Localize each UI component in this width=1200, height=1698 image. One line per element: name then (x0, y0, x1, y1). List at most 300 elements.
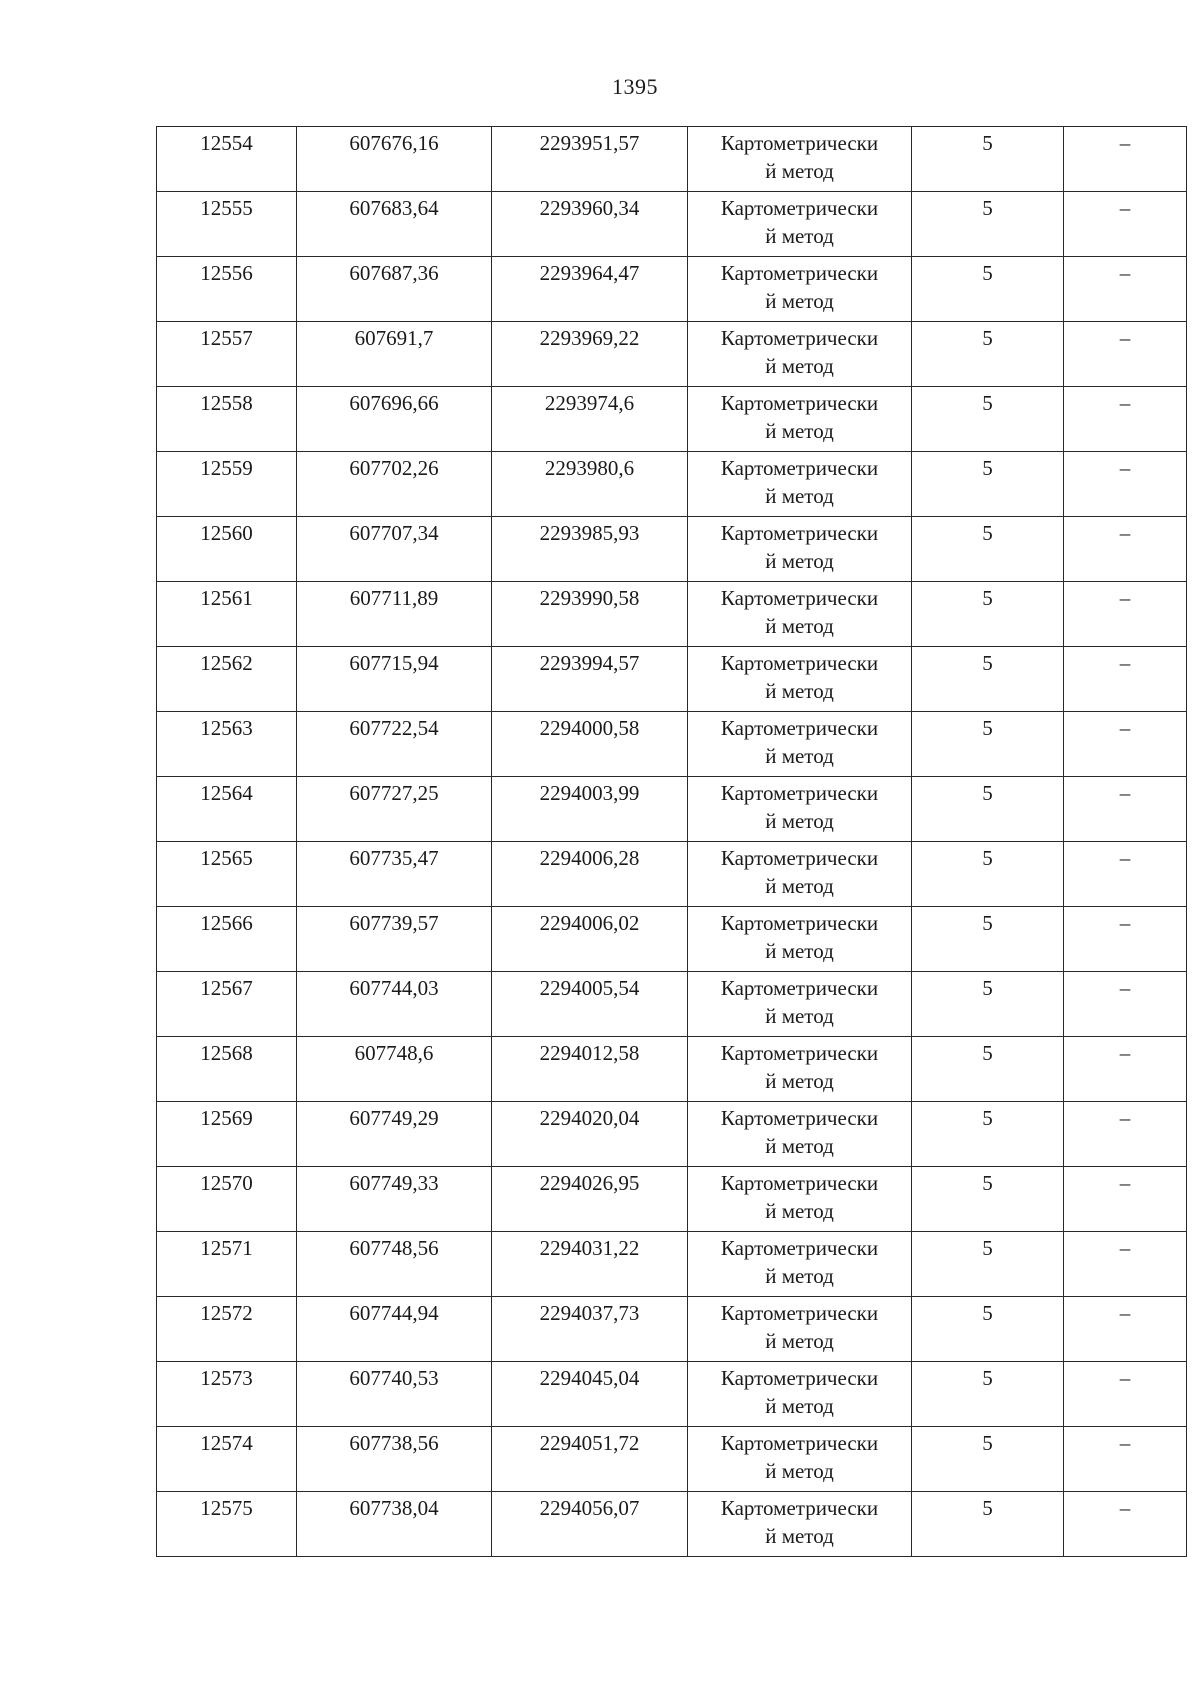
x-coordinate-cell-text: 607687,36 (349, 261, 439, 285)
table-row (157, 1167, 1187, 1232)
method-text-line: Картометрически (720, 196, 879, 220)
x-coordinate-cell-text: 607744,94 (349, 1301, 439, 1325)
x-coordinate-cell (297, 647, 492, 712)
x-coordinate-cell (297, 517, 492, 582)
note-cell-text: – (1119, 1301, 1131, 1325)
note-cell (1064, 907, 1187, 972)
x-coordinate-cell (297, 127, 492, 192)
precision-cell (912, 1492, 1064, 1557)
y-coordinate-cell-text: 2294003,99 (539, 781, 640, 805)
y-coordinate-cell-text: 2293980,6 (544, 456, 635, 480)
method-text-line: й метод (765, 1394, 834, 1418)
method-cell (688, 1427, 912, 1492)
y-coordinate-cell-text: 2294026,95 (539, 1171, 640, 1195)
y-coordinate-cell-text: 2294056,07 (539, 1496, 640, 1520)
y-coordinate-cell (492, 907, 688, 972)
precision-cell (912, 517, 1064, 582)
table-row (157, 1297, 1187, 1362)
note-cell-text: – (1119, 1041, 1131, 1065)
method-text-line: й метод (765, 939, 834, 963)
point-number-cell-text: 12560 (200, 521, 253, 545)
page-number-text: 1395 (612, 74, 658, 99)
method-cell (688, 1037, 912, 1102)
point-number-cell (157, 1297, 297, 1362)
precision-cell-text: 5 (982, 1236, 993, 1260)
x-coordinate-cell-text: 607748,6 (354, 1041, 434, 1065)
point-number-cell-text: 12575 (200, 1496, 253, 1520)
y-coordinate-cell (492, 452, 688, 517)
point-number-cell (157, 647, 297, 712)
y-coordinate-cell-text: 2293990,58 (539, 586, 640, 610)
precision-cell (912, 842, 1064, 907)
method-cell (688, 712, 912, 777)
table-row (157, 1232, 1187, 1297)
table-row (157, 517, 1187, 582)
precision-cell-text: 5 (982, 196, 993, 220)
point-number-cell (157, 582, 297, 647)
point-number-cell-text: 12567 (200, 976, 253, 1000)
x-coordinate-cell (297, 1427, 492, 1492)
method-cell (688, 1362, 912, 1427)
y-coordinate-cell (492, 192, 688, 257)
point-number-cell (157, 127, 297, 192)
point-number-cell-text: 12557 (200, 326, 253, 350)
table-row (157, 907, 1187, 972)
method-text-line: й метод (765, 354, 834, 378)
precision-cell-text: 5 (982, 781, 993, 805)
x-coordinate-cell-text: 607702,26 (349, 456, 439, 480)
note-cell-text: – (1119, 1236, 1131, 1260)
note-cell (1064, 517, 1187, 582)
x-coordinate-cell-text: 607707,34 (349, 521, 439, 545)
method-text-line: й метод (765, 289, 834, 313)
y-coordinate-cell-text: 2294020,04 (539, 1106, 640, 1130)
method-text-line: й метод (765, 224, 834, 248)
point-number-cell (157, 1037, 297, 1102)
x-coordinate-cell (297, 1297, 492, 1362)
note-cell-text: – (1119, 1366, 1131, 1390)
x-coordinate-cell (297, 1492, 492, 1557)
y-coordinate-cell (492, 1492, 688, 1557)
y-coordinate-cell-text: 2294000,58 (539, 716, 640, 740)
note-cell (1064, 257, 1187, 322)
x-coordinate-cell-text: 607715,94 (349, 651, 439, 675)
point-number-cell (157, 1362, 297, 1427)
x-coordinate-cell-text: 607740,53 (349, 1366, 439, 1390)
method-text-line: й метод (765, 1134, 834, 1158)
x-coordinate-cell-text: 607722,54 (349, 716, 439, 740)
precision-cell (912, 257, 1064, 322)
point-number-cell-text: 12562 (200, 651, 253, 675)
point-number-cell (157, 452, 297, 517)
point-number-cell (157, 972, 297, 1037)
x-coordinate-cell (297, 387, 492, 452)
y-coordinate-cell (492, 712, 688, 777)
precision-cell (912, 1167, 1064, 1232)
precision-cell (912, 907, 1064, 972)
y-coordinate-cell (492, 1167, 688, 1232)
note-cell (1064, 322, 1187, 387)
note-cell-text: – (1119, 1106, 1131, 1130)
note-cell (1064, 1102, 1187, 1167)
precision-cell-text: 5 (982, 326, 993, 350)
method-cell (688, 777, 912, 842)
note-cell (1064, 582, 1187, 647)
precision-cell (912, 322, 1064, 387)
precision-cell-text: 5 (982, 261, 993, 285)
method-text-line: Картометрически (720, 261, 879, 285)
x-coordinate-cell-text: 607738,56 (349, 1431, 439, 1455)
method-cell (688, 907, 912, 972)
y-coordinate-cell (492, 517, 688, 582)
table-row (157, 972, 1187, 1037)
method-cell (688, 192, 912, 257)
x-coordinate-cell-text: 607696,66 (349, 391, 439, 415)
x-coordinate-cell (297, 842, 492, 907)
precision-cell-text: 5 (982, 1431, 993, 1455)
method-cell (688, 127, 912, 192)
note-cell-text: – (1119, 586, 1131, 610)
method-cell (688, 647, 912, 712)
method-text-line: Картометрически (720, 1106, 879, 1130)
method-text-line: Картометрически (720, 1171, 879, 1195)
note-cell-text: – (1119, 391, 1131, 415)
method-text-line: Картометрически (720, 1041, 879, 1065)
precision-cell (912, 387, 1064, 452)
point-number-cell-text: 12568 (200, 1041, 253, 1065)
note-cell-text: – (1119, 261, 1131, 285)
point-number-cell-text: 12572 (200, 1301, 253, 1325)
note-cell (1064, 1232, 1187, 1297)
table-row (157, 1037, 1187, 1102)
note-cell (1064, 1167, 1187, 1232)
table-row (157, 1362, 1187, 1427)
precision-cell-text: 5 (982, 1496, 993, 1520)
precision-cell (912, 1232, 1064, 1297)
x-coordinate-cell (297, 712, 492, 777)
method-text-line: Картометрически (720, 326, 879, 350)
table-row (157, 192, 1187, 257)
y-coordinate-cell-text: 2294006,28 (539, 846, 640, 870)
point-number-cell-text: 12554 (200, 131, 253, 155)
precision-cell-text: 5 (982, 651, 993, 675)
method-cell (688, 1102, 912, 1167)
table-row (157, 452, 1187, 517)
method-text-line: Картометрически (720, 1236, 879, 1260)
precision-cell (912, 972, 1064, 1037)
point-number-cell (157, 517, 297, 582)
precision-cell (912, 127, 1064, 192)
method-cell (688, 257, 912, 322)
x-coordinate-cell-text: 607711,89 (349, 586, 439, 610)
x-coordinate-cell-text: 607683,64 (349, 196, 439, 220)
method-text-line: Картометрически (720, 976, 879, 1000)
method-cell (688, 1492, 912, 1557)
precision-cell-text: 5 (982, 521, 993, 545)
table-row (157, 257, 1187, 322)
table-row (157, 322, 1187, 387)
note-cell (1064, 127, 1187, 192)
note-cell (1064, 777, 1187, 842)
y-coordinate-cell (492, 387, 688, 452)
y-coordinate-cell (492, 1037, 688, 1102)
precision-cell (912, 777, 1064, 842)
note-cell-text: – (1119, 716, 1131, 740)
x-coordinate-cell-text: 607727,25 (349, 781, 439, 805)
method-text-line: й метод (765, 419, 834, 443)
y-coordinate-cell-text: 2294045,04 (539, 1366, 640, 1390)
method-text-line: й метод (765, 1524, 834, 1548)
y-coordinate-cell-text: 2293994,57 (539, 651, 640, 675)
precision-cell (912, 647, 1064, 712)
y-coordinate-cell-text: 2294005,54 (539, 976, 640, 1000)
method-text-line: Картометрически (720, 1496, 879, 1520)
point-number-cell (157, 387, 297, 452)
method-cell (688, 387, 912, 452)
point-number-cell (157, 712, 297, 777)
method-text-line: Картометрически (720, 1366, 879, 1390)
y-coordinate-cell (492, 1102, 688, 1167)
y-coordinate-cell (492, 1297, 688, 1362)
x-coordinate-cell-text: 607748,56 (349, 1236, 439, 1260)
note-cell-text: – (1119, 1171, 1131, 1195)
precision-cell-text: 5 (982, 716, 993, 740)
x-coordinate-cell (297, 1232, 492, 1297)
point-number-cell-text: 12571 (200, 1236, 253, 1260)
method-text-line: й метод (765, 679, 834, 703)
point-number-cell-text: 12556 (200, 261, 253, 285)
note-cell (1064, 1427, 1187, 1492)
y-coordinate-cell-text: 2293974,6 (544, 391, 635, 415)
y-coordinate-cell (492, 257, 688, 322)
table-row (157, 777, 1187, 842)
y-coordinate-cell-text: 2293951,57 (539, 131, 640, 155)
precision-cell-text: 5 (982, 846, 993, 870)
note-cell (1064, 1037, 1187, 1102)
method-cell (688, 1232, 912, 1297)
y-coordinate-cell (492, 972, 688, 1037)
precision-cell-text: 5 (982, 456, 993, 480)
note-cell (1064, 1362, 1187, 1427)
method-text-line: Картометрически (720, 521, 879, 545)
method-cell (688, 842, 912, 907)
note-cell-text: – (1119, 976, 1131, 1000)
precision-cell-text: 5 (982, 976, 993, 1000)
method-text-line: Картометрически (720, 846, 879, 870)
method-text-line: Картометрически (720, 716, 879, 740)
method-cell (688, 582, 912, 647)
table-row (157, 842, 1187, 907)
note-cell (1064, 192, 1187, 257)
table-row (157, 647, 1187, 712)
method-text-line: Картометрически (720, 781, 879, 805)
method-text-line: й метод (765, 1264, 834, 1288)
x-coordinate-cell-text: 607735,47 (349, 846, 439, 870)
x-coordinate-cell-text: 607738,04 (349, 1496, 439, 1520)
point-number-cell (157, 907, 297, 972)
y-coordinate-cell-text: 2293960,34 (539, 196, 640, 220)
method-text-line: й метод (765, 744, 834, 768)
precision-cell (912, 1102, 1064, 1167)
method-cell (688, 1167, 912, 1232)
x-coordinate-cell-text: 607749,29 (349, 1106, 439, 1130)
y-coordinate-cell (492, 1427, 688, 1492)
point-number-cell-text: 12566 (200, 911, 253, 935)
method-cell (688, 1297, 912, 1362)
x-coordinate-cell (297, 1102, 492, 1167)
x-coordinate-cell (297, 1037, 492, 1102)
note-cell-text: – (1119, 456, 1131, 480)
note-cell-text: – (1119, 846, 1131, 870)
precision-cell (912, 1427, 1064, 1492)
x-coordinate-cell-text: 607744,03 (349, 976, 439, 1000)
point-number-cell-text: 12559 (200, 456, 253, 480)
method-text-line: Картометрически (720, 651, 879, 675)
precision-cell-text: 5 (982, 911, 993, 935)
table-body (157, 127, 1187, 1557)
x-coordinate-cell-text: 607691,7 (354, 326, 434, 350)
precision-cell-text: 5 (982, 1106, 993, 1130)
precision-cell-text: 5 (982, 1041, 993, 1065)
y-coordinate-cell-text: 2294031,22 (539, 1236, 640, 1260)
point-number-cell-text: 12573 (200, 1366, 253, 1390)
y-coordinate-cell-text: 2293964,47 (539, 261, 640, 285)
y-coordinate-cell (492, 777, 688, 842)
table-row (157, 582, 1187, 647)
note-cell-text: – (1119, 1431, 1131, 1455)
point-number-cell-text: 12555 (200, 196, 253, 220)
method-text-line: Картометрически (720, 911, 879, 935)
point-number-cell-text: 12574 (200, 1431, 253, 1455)
x-coordinate-cell (297, 972, 492, 1037)
y-coordinate-cell-text: 2293985,93 (539, 521, 640, 545)
x-coordinate-cell-text: 607749,33 (349, 1171, 439, 1195)
table-row (157, 387, 1187, 452)
point-number-cell-text: 12565 (200, 846, 253, 870)
y-coordinate-cell (492, 842, 688, 907)
note-cell-text: – (1119, 326, 1131, 350)
note-cell (1064, 387, 1187, 452)
method-cell (688, 972, 912, 1037)
y-coordinate-cell-text: 2294051,72 (539, 1431, 640, 1455)
point-number-cell (157, 322, 297, 387)
point-number-cell-text: 12570 (200, 1171, 253, 1195)
method-text-line: й метод (765, 159, 834, 183)
method-text-line: й метод (765, 484, 834, 508)
precision-cell (912, 1037, 1064, 1102)
x-coordinate-cell (297, 1167, 492, 1232)
method-text-line: Картометрически (720, 456, 879, 480)
method-text-line: й метод (765, 1004, 834, 1028)
method-text-line: й метод (765, 874, 834, 898)
precision-cell-text: 5 (982, 391, 993, 415)
x-coordinate-cell (297, 192, 492, 257)
method-text-line: Картометрически (720, 131, 879, 155)
y-coordinate-cell (492, 127, 688, 192)
y-coordinate-cell (492, 322, 688, 387)
precision-cell (912, 712, 1064, 777)
precision-cell-text: 5 (982, 586, 993, 610)
note-cell (1064, 647, 1187, 712)
method-cell (688, 517, 912, 582)
note-cell-text: – (1119, 911, 1131, 935)
x-coordinate-cell-text: 607739,57 (349, 911, 439, 935)
x-coordinate-cell (297, 322, 492, 387)
x-coordinate-cell (297, 582, 492, 647)
x-coordinate-cell (297, 907, 492, 972)
method-text-line: Картометрически (720, 391, 879, 415)
method-text-line: й метод (765, 1069, 834, 1093)
precision-cell-text: 5 (982, 1366, 993, 1390)
method-text-line: Картометрически (720, 586, 879, 610)
x-coordinate-cell (297, 452, 492, 517)
y-coordinate-cell (492, 647, 688, 712)
precision-cell (912, 1362, 1064, 1427)
y-coordinate-cell (492, 1362, 688, 1427)
method-cell (688, 322, 912, 387)
point-number-cell (157, 777, 297, 842)
method-text-line: й метод (765, 1459, 834, 1483)
point-number-cell (157, 1167, 297, 1232)
note-cell-text: – (1119, 521, 1131, 545)
point-number-cell (157, 1102, 297, 1167)
x-coordinate-cell (297, 1362, 492, 1427)
note-cell-text: – (1119, 651, 1131, 675)
y-coordinate-cell (492, 582, 688, 647)
precision-cell-text: 5 (982, 1171, 993, 1195)
table-row (157, 1492, 1187, 1557)
method-text-line: й метод (765, 549, 834, 573)
point-number-cell (157, 1232, 297, 1297)
precision-cell (912, 1297, 1064, 1362)
note-cell-text: – (1119, 1496, 1131, 1520)
table-row (157, 127, 1187, 192)
note-cell (1064, 452, 1187, 517)
note-cell-text: – (1119, 781, 1131, 805)
precision-cell-text: 5 (982, 1301, 993, 1325)
y-coordinate-cell-text: 2294037,73 (539, 1301, 640, 1325)
x-coordinate-cell (297, 257, 492, 322)
method-text-line: й метод (765, 1199, 834, 1223)
method-text-line: Картометрически (720, 1431, 879, 1455)
precision-cell (912, 582, 1064, 647)
point-number-cell-text: 12569 (200, 1106, 253, 1130)
note-cell-text: – (1119, 196, 1131, 220)
table-row (157, 712, 1187, 777)
y-coordinate-cell-text: 2293969,22 (539, 326, 640, 350)
method-text-line: й метод (765, 1329, 834, 1353)
x-coordinate-cell (297, 777, 492, 842)
note-cell (1064, 1297, 1187, 1362)
method-text-line: й метод (765, 614, 834, 638)
point-number-cell (157, 1427, 297, 1492)
coordinates-table (156, 126, 1187, 1557)
page-number (0, 74, 1200, 100)
table-row (157, 1427, 1187, 1492)
method-cell (688, 452, 912, 517)
point-number-cell-text: 12561 (200, 586, 253, 610)
point-number-cell (157, 1492, 297, 1557)
precision-cell (912, 192, 1064, 257)
note-cell-text: – (1119, 131, 1131, 155)
point-number-cell-text: 12563 (200, 716, 253, 740)
y-coordinate-cell-text: 2294012,58 (539, 1041, 640, 1065)
note-cell (1064, 972, 1187, 1037)
y-coordinate-cell (492, 1232, 688, 1297)
precision-cell (912, 452, 1064, 517)
point-number-cell (157, 192, 297, 257)
precision-cell-text: 5 (982, 131, 993, 155)
